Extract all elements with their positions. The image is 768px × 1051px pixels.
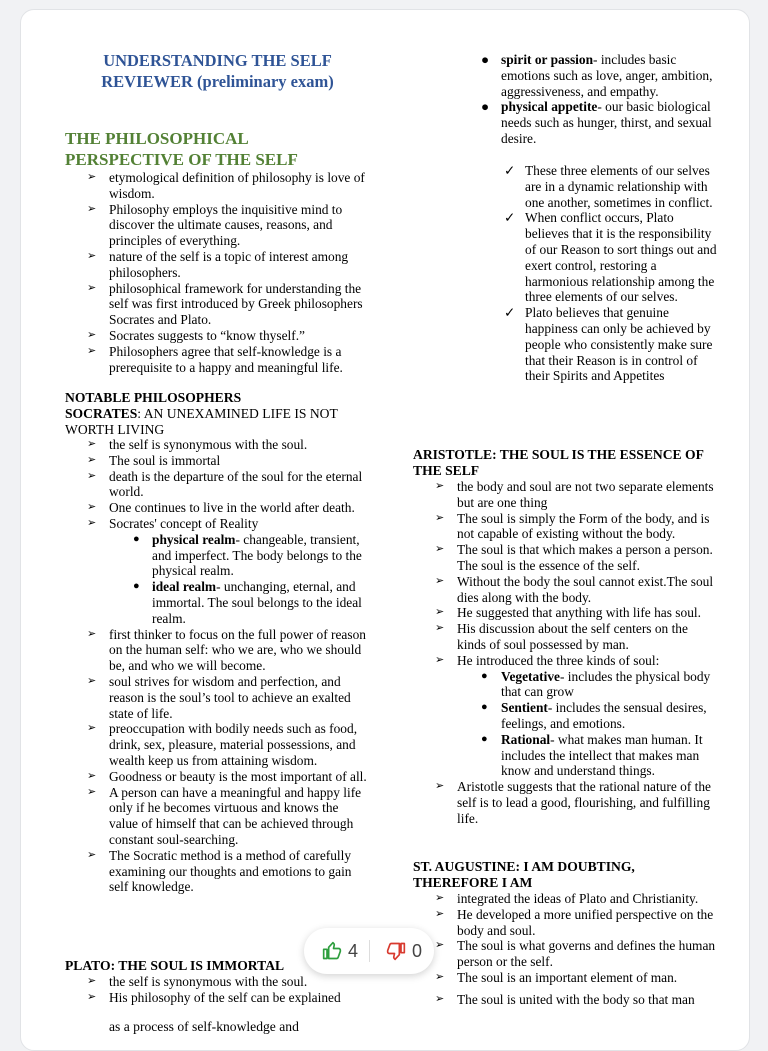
bullet-dot-icon: ● [481, 52, 490, 67]
arrow-bullet-icon: ➢ [87, 328, 97, 341]
arrow-bullet-icon: ➢ [435, 970, 445, 983]
list-item: ➢ soul strives for wisdom and perfection, and reason is the soul’s tool to achieve an exalted state of life. [87, 673, 351, 721]
bullet-dot-icon: ● [481, 732, 488, 745]
list-item: ● ideal realm- unchanging, eternal, and immortal. The soul belongs to the ideal realm. [133, 579, 362, 626]
aristotle-heading: ARISTOTLE: THE SOUL IS THE ESSENCE OF THE SELF [413, 447, 704, 478]
list-item: ✓ Plato believes that genuine happiness can only be achieved by people who consistently make sure that their Reason is in control of their Spirits and Appetites [504, 305, 713, 384]
list-item: ● Vegetative- includes the physical body that can grow [481, 668, 711, 700]
list-item: ➢ first thinker to focus on the full power of reason on the human self: who we are, who we should be, and who we will become. [87, 626, 366, 674]
title-line-1: UNDERSTANDING THE SELF [103, 51, 332, 70]
plato-cut-line: as a process of self-knowledge and [109, 1019, 299, 1034]
arrow-bullet-icon: ➢ [87, 769, 97, 782]
bullet-dot-icon: ● [133, 580, 140, 593]
arrow-bullet-icon: ➢ [87, 722, 97, 735]
list-item: ➢ The soul is simply the Form of the body, and is not capable of existing without the body. [435, 510, 710, 542]
list-item: ➢ the self is synonymous with the soul. [87, 437, 308, 452]
arrow-bullet-icon: ➢ [87, 990, 97, 1003]
list-item: ➢ His discussion about the self centers on the kinds of soul possessed by man. [435, 621, 688, 652]
list-item: ➢ Socrates' concept of Reality [87, 515, 259, 531]
soul-kinds-list [413, 669, 719, 780]
socrates-name: SOCRATES [65, 406, 138, 421]
list-item: ➢ Aristotle suggests that the rational nature of the self is to lead a good, flourishing, and fulfilling life. [435, 779, 711, 826]
arrow-bullet-icon: ➢ [87, 202, 97, 215]
plato-elements-list [413, 52, 719, 147]
list-item: ➢ The soul is immortal [87, 452, 221, 468]
vote-widget [304, 928, 434, 974]
list-item: ➢ One continues to live in the world after death. [87, 500, 355, 516]
list-item: ➢ The Socratic method is a method of carefully examining our thoughts and emotions to gain self knowledge. [87, 847, 352, 895]
list-item: ➢ nature of the self is a topic of interest among philosophers. [87, 248, 349, 280]
reality-list [65, 532, 370, 627]
arrow-bullet-icon: ➢ [435, 606, 445, 619]
arrow-bullet-icon: ➢ [435, 543, 445, 556]
list-item: ➢ He developed a more unified perspective on the body and soul. [435, 906, 714, 938]
list-item: ➢ The soul is an important element of man. [435, 969, 678, 985]
thumbs-up-icon [322, 941, 342, 961]
soul-kinds-container [413, 669, 719, 780]
document-title [65, 50, 370, 92]
list-item: ➢ The soul is united with the body so that man [435, 991, 695, 1007]
plato-check-list [413, 163, 719, 384]
list-item: ➢ integrated the ideas of Plato and Christianity. [435, 891, 699, 906]
list-item: ➢ Philosophers agree that self-knowledge is a prerequisite to a happy and meaningful life. [87, 343, 343, 375]
list-item: ➢ Socrates suggests to “know thyself.” [87, 327, 305, 343]
socrates-list [65, 437, 370, 895]
upvote-count: 4 [348, 940, 359, 961]
bullet-dot-icon: ● [481, 99, 490, 115]
arrow-bullet-icon: ➢ [87, 785, 97, 798]
checkmark-icon: ✓ [504, 163, 516, 178]
arrow-bullet-icon: ➢ [435, 622, 445, 635]
list-item: ➢ He suggested that anything with life has soul. [435, 605, 701, 621]
augustine-heading: ST. AUGUSTINE: I AM DOUBTING, THEREFORE I AM [413, 859, 635, 890]
list-item: ➢ Philosophy employs the inquisitive mind to discover the ultimate causes, reasons, and principles of everything. [87, 201, 343, 249]
arrow-bullet-icon: ➢ [87, 975, 97, 987]
bullet-dot-icon: ● [481, 669, 488, 682]
downvote-button[interactable] [386, 928, 422, 974]
bullet-dot-icon: ● [133, 532, 140, 545]
checkmark-icon: ✓ [504, 210, 516, 226]
list-item: ➢ He introduced the three kinds of soul: [435, 652, 660, 668]
list-item: ➢ The soul is that which makes a person a person. The soul is the essence of the self. [435, 542, 713, 573]
list-item: ➢ His philosophy of the self can be explained [87, 989, 341, 1005]
list-item: ➢ preoccupation with bodily needs such as food, drink, sex, pleasure, material possessions, and wealth keep us from attaining wisdom. [87, 721, 358, 768]
list-item: ➢ The soul is what governs and defines the human person or the self. [435, 938, 716, 970]
arrow-bullet-icon: ➢ [87, 627, 97, 640]
list-item: ✓ When conflict occurs, Plato believes that it is the responsibility of our Reason to sort things out and exert control, restoring a harmonious relationship among the three elements of our selves. [504, 210, 717, 305]
arrow-bullet-icon: ➢ [87, 501, 97, 514]
socrates-subtitle: : AN UNEXAMINED LIFE IS NOT WORTH LIVING [65, 406, 338, 437]
arrow-bullet-icon: ➢ [435, 780, 445, 793]
list-item: ● spirit or passion- includes basic emotions such as love, anger, ambition, aggressiveness, and empathy. [481, 52, 713, 99]
arrow-bullet-icon: ➢ [435, 574, 445, 587]
arrow-bullet-icon: ➢ [435, 511, 445, 524]
list-item: ➢ Goodness or beauty is the most important of all. [87, 768, 367, 784]
list-item: ➢ A person can have a meaningful and happy life only if he becomes virtuous and knows the value of himself that can be achieved through constant soul-searching. [87, 784, 362, 847]
arrow-bullet-icon: ➢ [87, 249, 97, 262]
section-heading-line-1: THE PHILOSOPHICAL [65, 129, 249, 148]
list-item: ➢ the body and soul are not two separate elements but are one thing [435, 479, 714, 510]
list-item: ✓ These three elements of our selves are in a dynamic relationship with one another, sometimes in conflict. [504, 163, 713, 210]
list-item: ➢ the self is synonymous with the soul. [87, 974, 308, 989]
philosophy-list [65, 170, 370, 375]
plato-heading: PLATO: THE SOUL IS IMMORTAL [65, 958, 285, 973]
thumbs-down-icon [386, 941, 406, 961]
list-item: ➢ Without the body the soul cannot exist.The soul dies along with the body. [435, 573, 714, 605]
arrow-bullet-icon: ➢ [435, 907, 445, 920]
aristotle-list [413, 479, 719, 827]
bullet-dot-icon: ● [481, 701, 488, 714]
arrow-bullet-icon: ➢ [87, 516, 97, 529]
arrow-bullet-icon: ➢ [87, 171, 97, 183]
notable-philosophers-heading: NOTABLE PHILOSOPHERS [65, 390, 242, 405]
section-heading [65, 128, 370, 170]
plato-list [65, 974, 370, 1006]
augustine-list [413, 891, 719, 1008]
arrow-bullet-icon: ➢ [87, 344, 97, 357]
list-item: ➢ death is the departure of the soul for the eternal world. [87, 468, 363, 500]
checkmark-icon: ✓ [504, 305, 516, 321]
section-heading-line-2: PERSPECTIVE OF THE SELF [65, 150, 298, 169]
arrow-bullet-icon: ➢ [435, 992, 445, 1005]
arrow-bullet-icon: ➢ [87, 469, 97, 482]
arrow-bullet-icon: ➢ [435, 653, 445, 666]
arrow-bullet-icon: ➢ [87, 438, 97, 450]
arrow-bullet-icon: ➢ [87, 674, 97, 687]
upvote-button[interactable] [322, 928, 358, 974]
reality-sublist-container [65, 532, 370, 627]
arrow-bullet-icon: ➢ [87, 453, 97, 466]
list-item: ● physical realm- changeable, transient, and imperfect. The body belongs to the physical realm. [133, 531, 362, 579]
list-item: ● Rational- what makes man human. It includes the intellect that makes man know and understand things. [481, 731, 703, 779]
arrow-bullet-icon: ➢ [435, 892, 445, 904]
arrow-bullet-icon: ➢ [87, 281, 97, 294]
document-page [20, 9, 750, 1051]
arrow-bullet-icon: ➢ [435, 939, 445, 952]
vote-divider [369, 940, 370, 962]
arrow-bullet-icon: ➢ [87, 848, 97, 861]
list-item: ➢ philosophical framework for understanding the self was first introduced by Greek philosophers Socrates and Plato. [87, 280, 363, 328]
socrates-heading [65, 406, 370, 438]
list-item: ➢ etymological definition of philosophy is love of wisdom. [87, 170, 365, 201]
list-item: ● physical appetite- our basic biological needs such as hunger, thirst, and sexual desire. [481, 99, 712, 146]
list-item: ● Sentient- includes the sensual desires, feelings, and emotions. [481, 700, 707, 731]
title-line-2: REVIEWER (preliminary exam) [101, 72, 334, 91]
arrow-bullet-icon: ➢ [435, 480, 445, 492]
downvote-count: 0 [412, 940, 423, 961]
